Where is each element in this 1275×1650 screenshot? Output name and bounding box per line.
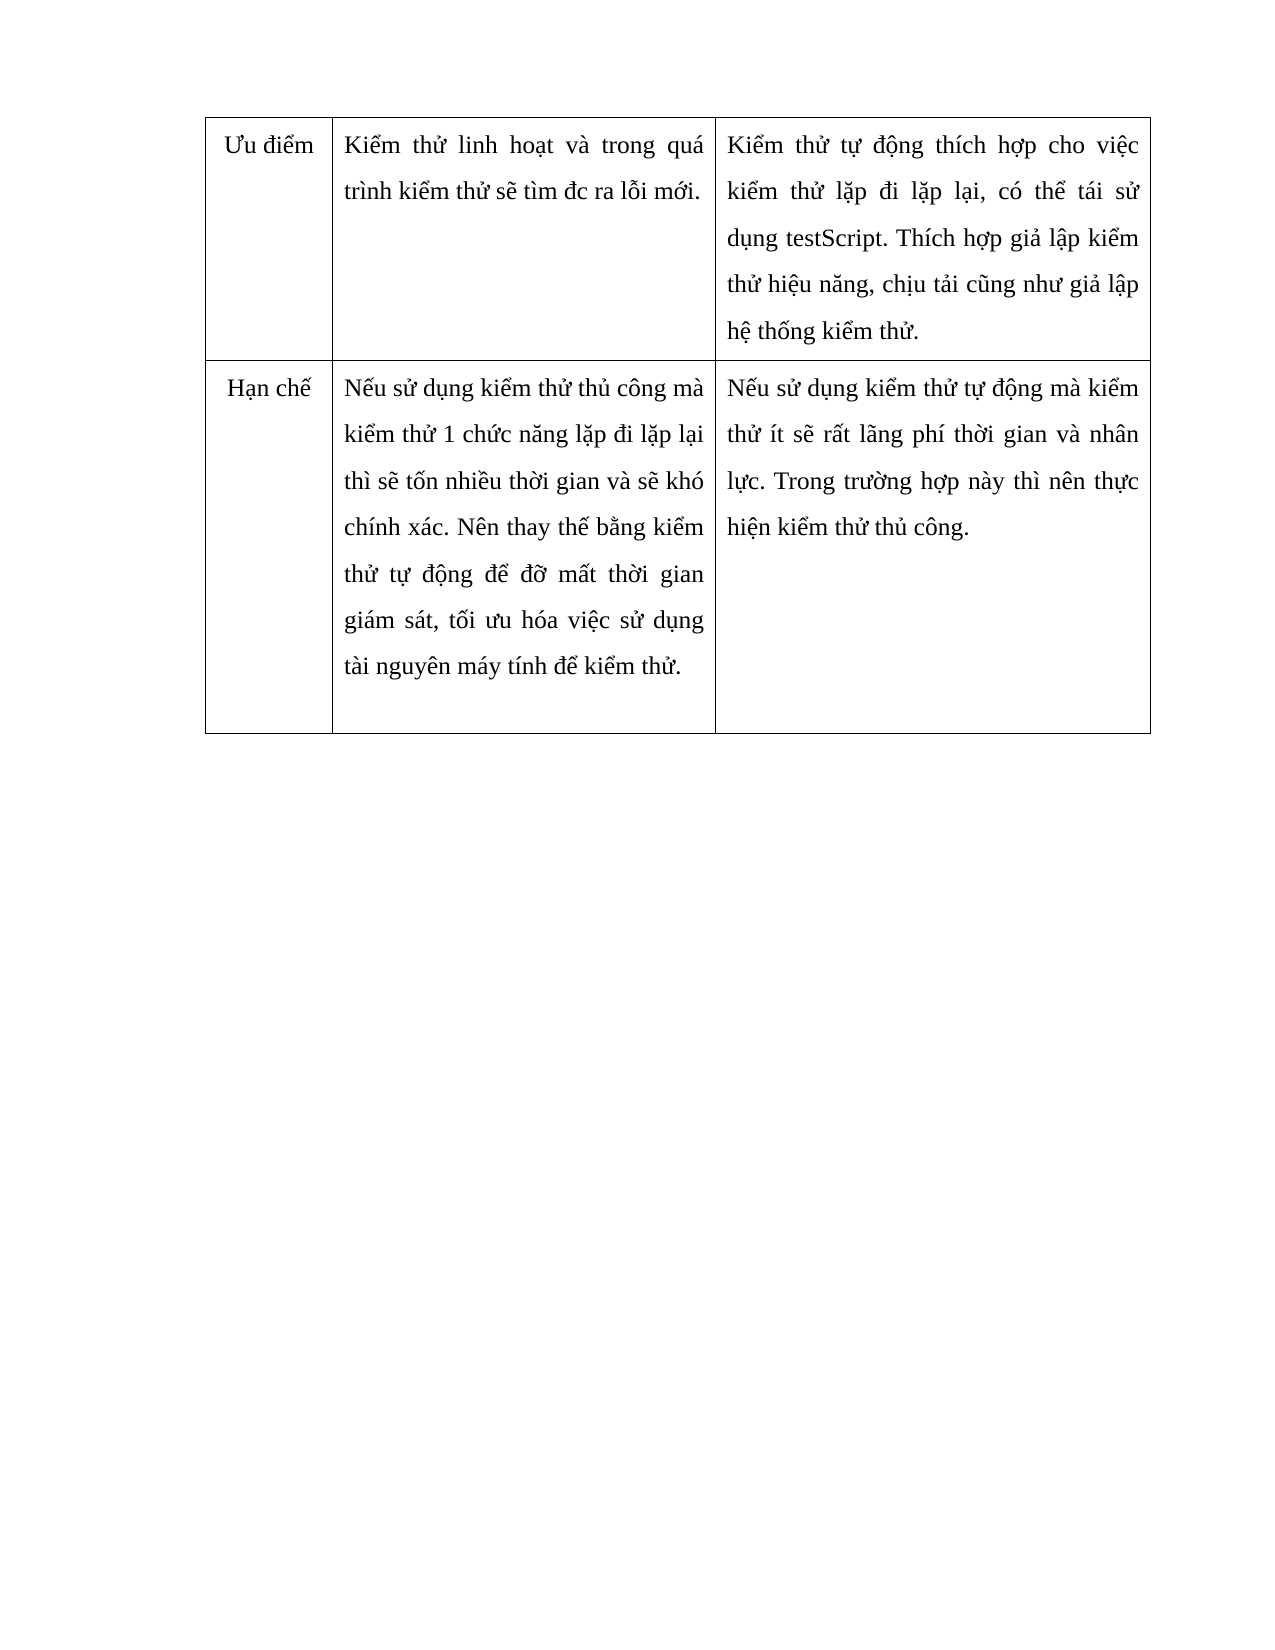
limitations-manual-cell: Nếu sử dụng kiểm thử thủ công mà kiểm thử 1 chức năng lặp đi lặp lại thì sẽ tốn nhiều thời gian và sẽ khó chính xác. Nên thay thế bằng kiểm thử tự động để đỡ mất thời gian giám sát, tối ưu hóa việc sử dụng tài nguyên máy tính để kiểm thử.: [333, 361, 716, 734]
table-row-limitations: [206, 361, 1151, 734]
table-row-advantages: [206, 118, 1151, 361]
limitations-automated-cell: Nếu sử dụng kiểm thử tự động mà kiểm thử ít sẽ rất lãng phí thời gian và nhân lực. Trong trường hợp này thì nên thực hiện kiểm thử thủ công.: [716, 361, 1151, 734]
row-label-advantages: Ưu điểm: [206, 118, 333, 361]
advantages-automated-cell: Kiểm thử tự động thích hợp cho việc kiểm thử lặp đi lặp lại, có thể tái sử dụng testScript. Thích hợp giả lập kiểm thử hiệu năng, chịu tải cũng như giả lập hệ thống kiểm thử.: [716, 118, 1151, 361]
advantages-manual-cell: Kiểm thử linh hoạt và trong quá trình kiểm thử sẽ tìm đc ra lỗi mới.: [333, 118, 716, 361]
row-label-limitations: Hạn chế: [206, 361, 333, 734]
comparison-table: [205, 117, 1151, 734]
